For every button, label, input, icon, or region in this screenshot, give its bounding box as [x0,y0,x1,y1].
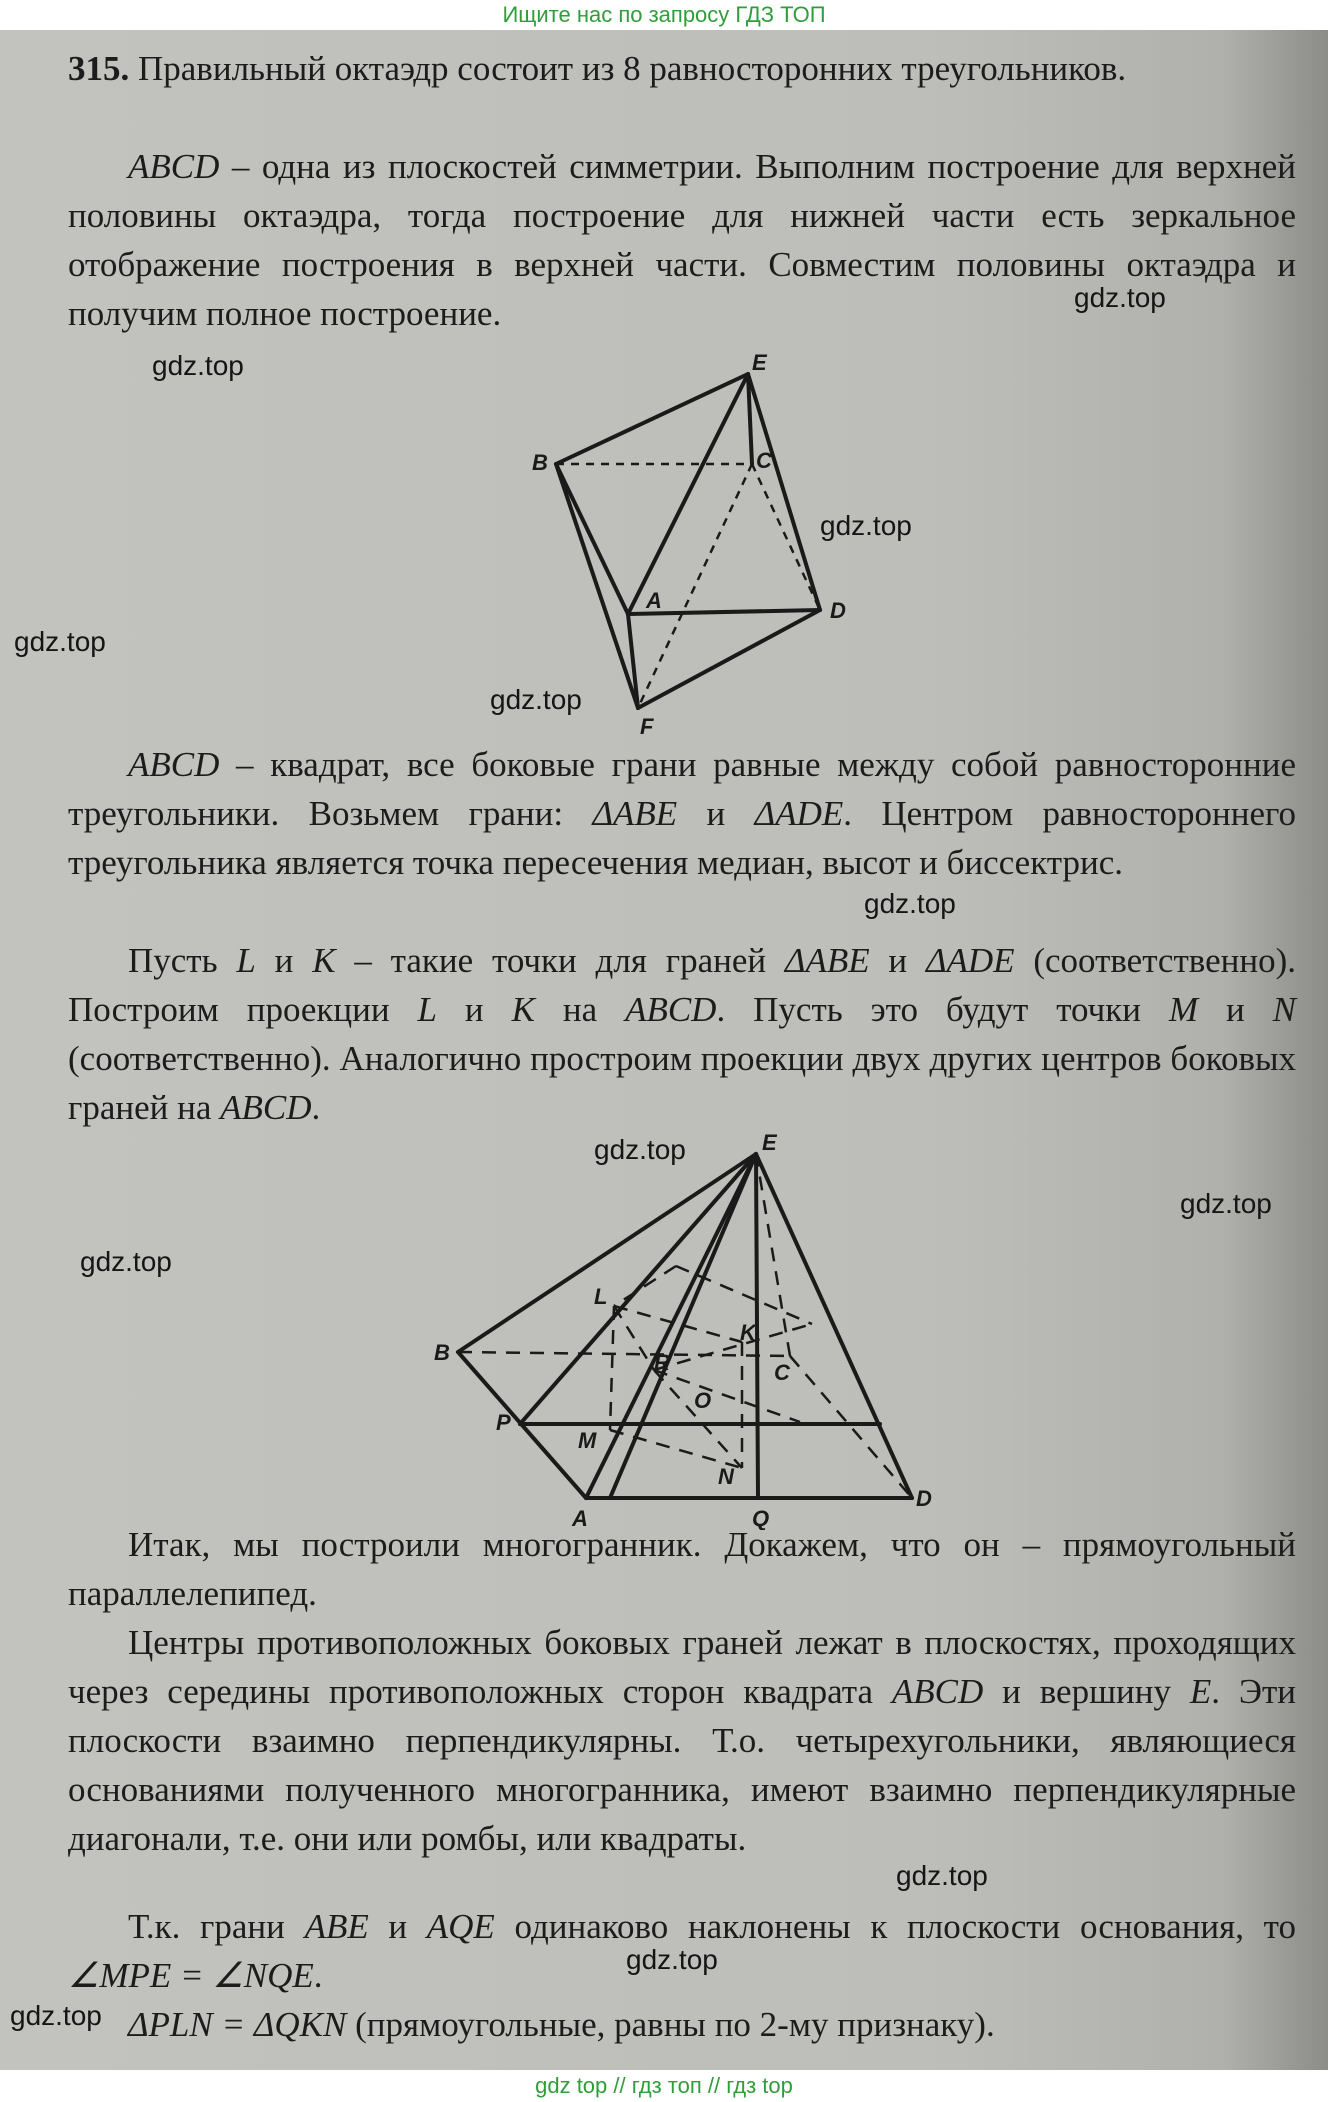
label-f: F [640,714,654,739]
edge-de [756,1154,912,1498]
paragraph-4 [68,936,1296,1132]
edge-bc-hidden [458,1352,790,1356]
edge-cd-hidden [752,464,820,610]
edge-de [748,374,820,610]
p4-f: ΔABE [784,941,870,980]
p2-a: ABCD [128,147,220,186]
watermark: gdz.top [1074,282,1166,313]
watermark: gdz.top [152,350,244,381]
p4-i: (соответственно). Построим проекции [68,941,1296,1029]
edge-df [638,610,820,708]
p7-e: одинаково наклонены к плоскости основания, то [494,1907,1296,1946]
p3-a: ABCD [128,745,220,784]
paragraph-3 [68,740,1296,887]
line-ae-inner [610,1154,756,1498]
watermark: gdz.top [896,1860,988,1891]
label-k: K [740,1320,756,1345]
watermark: gdz.top [864,888,956,919]
pyramid-construction-figure [0,1130,1328,1530]
p6-e: . Эти плоскости взаимно перпендикулярны. Т.о. четырехугольники, являющиеся основаниями полученного многогранника, имеют взаимно перпендикулярные диагонали, т.е. они или ромбы, или квадраты. [68,1672,1296,1858]
p4-b: L [236,941,256,980]
line-qe [756,1154,758,1498]
p7-d: AQE [426,1907,495,1946]
edge-ba [556,464,628,614]
p4-j: L [417,990,437,1029]
label-a: A [646,588,662,613]
p8-b: (прямоугольные, равны по 2-му признаку). [346,2005,995,2044]
p6-a: Центры противоположных боковых граней лежат в плоскостях, проходящих через середины противоположных сторон квадрата [68,1623,1296,1711]
p3-c: ΔABE [592,794,678,833]
paragraph-1 [68,44,1296,93]
p4-m: на [534,990,626,1029]
paragraph-8 [68,2000,1296,2049]
p7-a: Т.к. грани [128,1907,305,1946]
p7-f: ∠MPE = ∠NQE [68,1956,314,1995]
label-c: C [774,1360,790,1385]
line-rn [654,1370,742,1468]
paragraph-6 [68,1618,1296,1863]
p4-o: . Пусть это будут точки [716,990,1169,1029]
p4-a: Пусть [128,941,237,980]
watermark: gdz.top [80,1246,172,1277]
p4-q: и [1198,990,1273,1029]
watermark: gdz.top [14,626,106,657]
watermark: gdz.top [594,1134,686,1165]
label-p: P [496,1410,511,1435]
p7-g: . [313,1956,323,1995]
p6-c: и вершину [983,1672,1190,1711]
line-lm [610,1306,614,1430]
p4-s: (соответственно). Аналогично простроим проекции двух других центров боковых граней на [68,1039,1296,1127]
p4-r: N [1272,990,1297,1029]
p5-text: Итак, мы построили многогранник. Докажем, что он – прямоугольный параллелепипед. [68,1525,1296,1613]
p4-g: и [869,941,926,980]
p7-b: ABE [304,1907,369,1946]
edge-ae [586,1154,756,1498]
edge-ae [628,374,748,614]
label-d: D [916,1486,932,1511]
p4-h: ΔADE [925,941,1015,980]
p2-b: – одна из плоскостей симметрии. Выполним построение для верхней половины октаэдра, тогда построение для нижней части есть зеркальное отображение построения в верхней части. Совместим половины октаэдра и получим полное построение. [68,147,1296,333]
p4-d: K [312,941,336,980]
p3-f: . Центром равностороннего треугольника является точка пересечения медиан, высот и биссектрис. [68,794,1296,882]
label-b: B [532,450,548,475]
label-n: N [718,1464,734,1489]
watermark: gdz.top [490,684,582,715]
edge-cf-hidden [638,464,752,708]
label-q: Q [752,1506,770,1530]
watermark: gdz.top [1180,1188,1272,1219]
p3-e: ΔADE [754,794,844,833]
p4-k: и [437,990,512,1029]
label-c: C [756,448,772,473]
top-banner[interactable]: Ищите нас по запросу ГДЗ ТОП [0,0,1328,30]
watermark: gdz.top [820,510,912,541]
label-a: A [572,1506,588,1530]
watermark: gdz.top [10,2000,102,2031]
edge-be [556,374,748,464]
p4-n: ABCD [625,990,717,1029]
p4-c: и [255,941,313,980]
p8-a: ΔPLN = ΔQKN [128,2005,347,2044]
p1-text: Правильный октаэдр состоит из 8 равносторонних треугольников. [138,49,1127,88]
p6-b: ABCD [891,1672,984,1711]
p4-p: M [1168,990,1199,1029]
label-d: D [830,598,846,623]
p4-l: K [511,990,535,1029]
p4-e: – такие точки для граней [335,941,785,980]
line-kl-upper [614,1266,676,1306]
p4-u: . [311,1088,321,1127]
label-l: L [594,1284,608,1309]
p6-d: E [1189,1672,1212,1711]
p4-t: ABCD [220,1088,312,1127]
octahedron-figure [0,340,1328,740]
bottom-banner[interactable]: gdz top // гдз топ // гдз top [0,2070,1328,2102]
label-e: E [762,1130,777,1155]
watermark: gdz.top [626,1944,718,1975]
p7-c: и [368,1907,427,1946]
label-b: B [434,1340,450,1365]
label-m: M [578,1428,597,1453]
p3-b: – квадрат, все боковые грани равные между собой равносторонние треугольники. Возьмем грани: [68,745,1296,833]
p3-d: и [677,794,755,833]
edge-cd-hidden [790,1356,912,1498]
edge-ce-hidden [756,1154,790,1356]
problem-number: 315. [68,49,130,88]
label-e: E [752,350,767,375]
label-o: O [694,1388,712,1413]
label-r: R [654,1350,670,1375]
paragraph-5 [68,1520,1296,1618]
edge-bf [556,464,638,708]
